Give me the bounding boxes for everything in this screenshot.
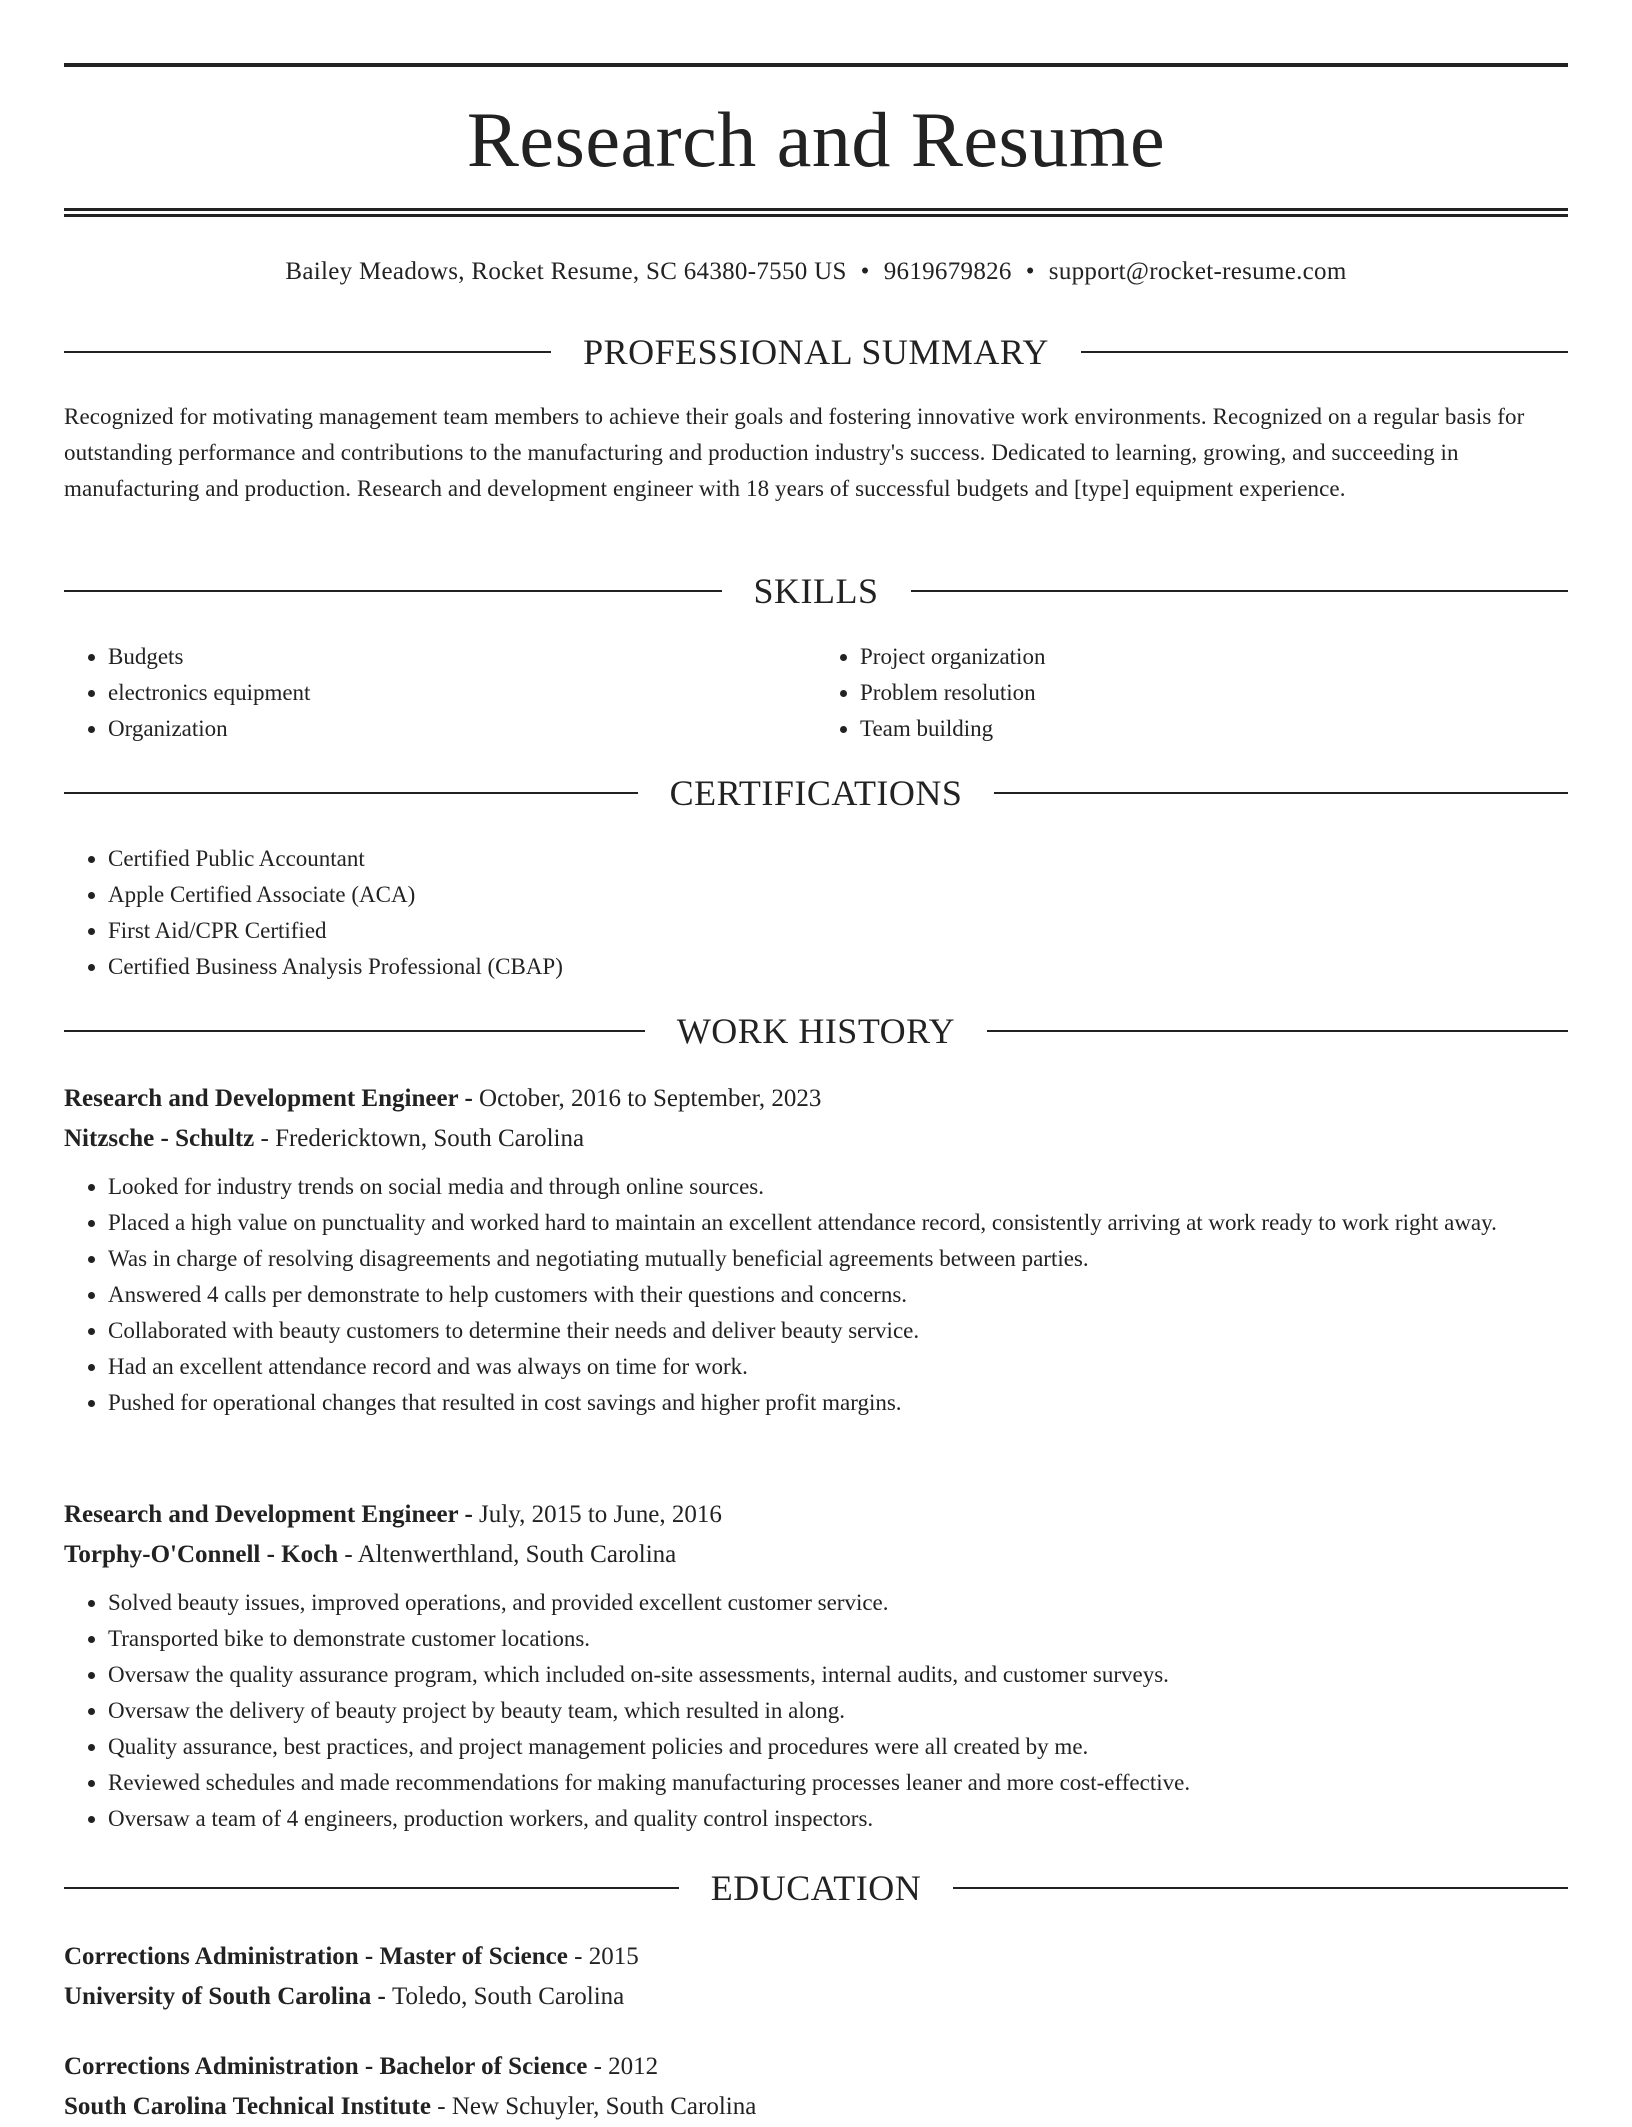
education-school-line: University of South Carolina - Toledo, South Carolina <box>64 1983 625 2010</box>
certification-item: • Certified Public Accountant <box>108 841 1568 877</box>
job-bullet: • Looked for industry trends on social media and through online sources. <box>108 1169 1568 1205</box>
contact-phone: 9619679826 <box>883 258 1012 285</box>
certifications-heading-row <box>64 771 1568 815</box>
heading-rule <box>994 792 1568 794</box>
job-bullet: • Pushed for operational changes that resulted in cost savings and higher profit margins. <box>108 1385 1568 1421</box>
education-heading: EDUCATION <box>710 1868 922 1908</box>
skill-item: • Problem resolution <box>860 675 1568 711</box>
education-degree: Corrections Administration - Master of Science <box>64 1943 568 1970</box>
education-year: 2015 <box>588 1943 639 1970</box>
skill-item: • Organization <box>108 711 816 747</box>
certification-item: • First Aid/CPR Certified <box>108 913 1568 949</box>
heading-rule <box>64 590 722 592</box>
job-entry <box>64 1495 1568 1837</box>
job-bullet: • Placed a high value on punctuality and worked hard to maintain an excellent attendance record, consistently arriving at work ready to work right away. <box>108 1205 1568 1241</box>
education-school: University of South Carolina <box>64 1983 372 2010</box>
resume-name: Research and Resume <box>466 96 1166 183</box>
education-degree-line: Corrections Administration - Master of Science - 2015 <box>64 1943 639 1970</box>
skills-list <box>64 639 1568 747</box>
work-heading: WORK HISTORY <box>676 1011 956 1051</box>
skill-item: • Project organization <box>860 639 1568 675</box>
job-bullet: • Solved beauty issues, improved operations, and provided excellent customer service. <box>108 1585 1568 1621</box>
job-dates: July, 2015 to June, 2016 <box>479 1501 722 1528</box>
job-title-line: Research and Development Engineer - July, 2015 to June, 2016 <box>64 1501 722 1528</box>
heading-rule <box>987 1030 1568 1032</box>
heading-rule <box>64 351 551 353</box>
job-bullet: • Oversaw the delivery of beauty project by beauty team, which resulted in along. <box>108 1693 1568 1729</box>
job-company-line: Torphy-O'Connell - Koch - Altenwerthland, South Carolina <box>64 1541 677 1568</box>
contact-address: Bailey Meadows, Rocket Resume, SC 64380-7550 US <box>285 258 847 285</box>
job-location: Altenwerthland, South Carolina <box>357 1541 677 1568</box>
summary-heading-row <box>64 330 1568 374</box>
job-entry <box>64 1079 1568 1421</box>
job-bullet: • Had an excellent attendance record and was always on time for work. <box>108 1349 1568 1385</box>
job-company-line: Nitzsche - Schultz - Fredericktown, South Carolina <box>64 1125 585 1152</box>
skill-item: • Team building <box>860 711 1568 747</box>
job-bullet: • Oversaw the quality assurance program, which included on-site assessments, internal audits, and customer surveys. <box>108 1657 1568 1693</box>
contact-line <box>64 254 1568 290</box>
heading-rule <box>1081 351 1568 353</box>
certifications-list <box>64 841 1568 985</box>
contact-email: support@rocket-resume.com <box>1048 258 1347 285</box>
skills-heading: SKILLS <box>753 571 879 611</box>
certifications-heading: CERTIFICATIONS <box>669 773 963 813</box>
education-entry <box>64 2047 1568 2127</box>
education-location: Toledo, South Carolina <box>392 1983 625 2010</box>
education-heading-row <box>64 1866 1568 1910</box>
heading-rule <box>64 1030 645 1032</box>
heading-rule <box>64 792 638 794</box>
job-company: Nitzsche - Schultz <box>64 1125 255 1152</box>
contact-separator: • <box>860 258 870 285</box>
heading-rule <box>911 590 1569 592</box>
contact-separator: • <box>1025 258 1035 285</box>
job-dates: October, 2016 to September, 2023 <box>479 1085 822 1112</box>
heading-rule <box>953 1887 1568 1889</box>
work-heading-row <box>64 1009 1568 1053</box>
job-bullet: • Collaborated with beauty customers to determine their needs and deliver beauty service. <box>108 1313 1568 1349</box>
job-bullets <box>64 1585 1568 1837</box>
skills-heading-row <box>64 569 1568 613</box>
education-degree: Corrections Administration - Bachelor of Science <box>64 2053 588 2080</box>
job-location: Fredericktown, South Carolina <box>275 1125 585 1152</box>
job-title: Research and Development Engineer <box>64 1501 459 1528</box>
heading-rule <box>64 1887 679 1889</box>
education-entry <box>64 1937 1568 2017</box>
education-school-line: South Carolina Technical Institute - New Schuyler, South Carolina <box>64 2093 757 2120</box>
top-rule <box>64 63 1568 67</box>
education-degree-line: Corrections Administration - Bachelor of Science - 2012 <box>64 2053 659 2080</box>
job-bullet: • Transported bike to demonstrate customer locations. <box>108 1621 1568 1657</box>
job-title: Research and Development Engineer <box>64 1085 459 1112</box>
skills-column-right <box>816 639 1568 747</box>
job-bullets <box>64 1169 1568 1421</box>
job-title-line: Research and Development Engineer - October, 2016 to September, 2023 <box>64 1085 822 1112</box>
job-bullet: • Reviewed schedules and made recommendations for making manufacturing processes leaner and more cost-effective. <box>108 1765 1568 1801</box>
certification-item: • Certified Business Analysis Professional (CBAP) <box>108 949 1568 985</box>
job-bullet: • Quality assurance, best practices, and project management policies and procedures were all created by me. <box>108 1729 1568 1765</box>
job-bullet: • Oversaw a team of 4 engineers, production workers, and quality control inspectors. <box>108 1801 1568 1837</box>
education-location: New Schuyler, South Carolina <box>451 2093 757 2120</box>
double-rule <box>64 208 1568 217</box>
skills-column-left <box>64 639 816 747</box>
certification-item: • Apple Certified Associate (ACA) <box>108 877 1568 913</box>
skill-item: • electronics equipment <box>108 675 816 711</box>
job-company: Torphy-O'Connell - Koch <box>64 1541 339 1568</box>
job-bullet: • Was in charge of resolving disagreements and negotiating mutually beneficial agreements between parties. <box>108 1241 1568 1277</box>
summary-heading: PROFESSIONAL SUMMARY <box>583 332 1049 372</box>
summary-text: Recognized for motivating management team members to achieve their goals and fostering innovative work environments. Recognized on a regular basis for outstanding performance and contributions to the manufacturing and production industry's success. Dedicated to learning, growing, and succeeding in manufacturing and production. Research and development engineer with 18 years of successful budgets and [type] equipment experience. <box>64 404 1525 501</box>
skill-item: • Budgets <box>108 639 816 675</box>
education-year: 2012 <box>608 2053 659 2080</box>
job-bullet: • Answered 4 calls per demonstrate to help customers with their questions and concerns. <box>108 1277 1568 1313</box>
education-school: South Carolina Technical Institute <box>64 2093 431 2120</box>
